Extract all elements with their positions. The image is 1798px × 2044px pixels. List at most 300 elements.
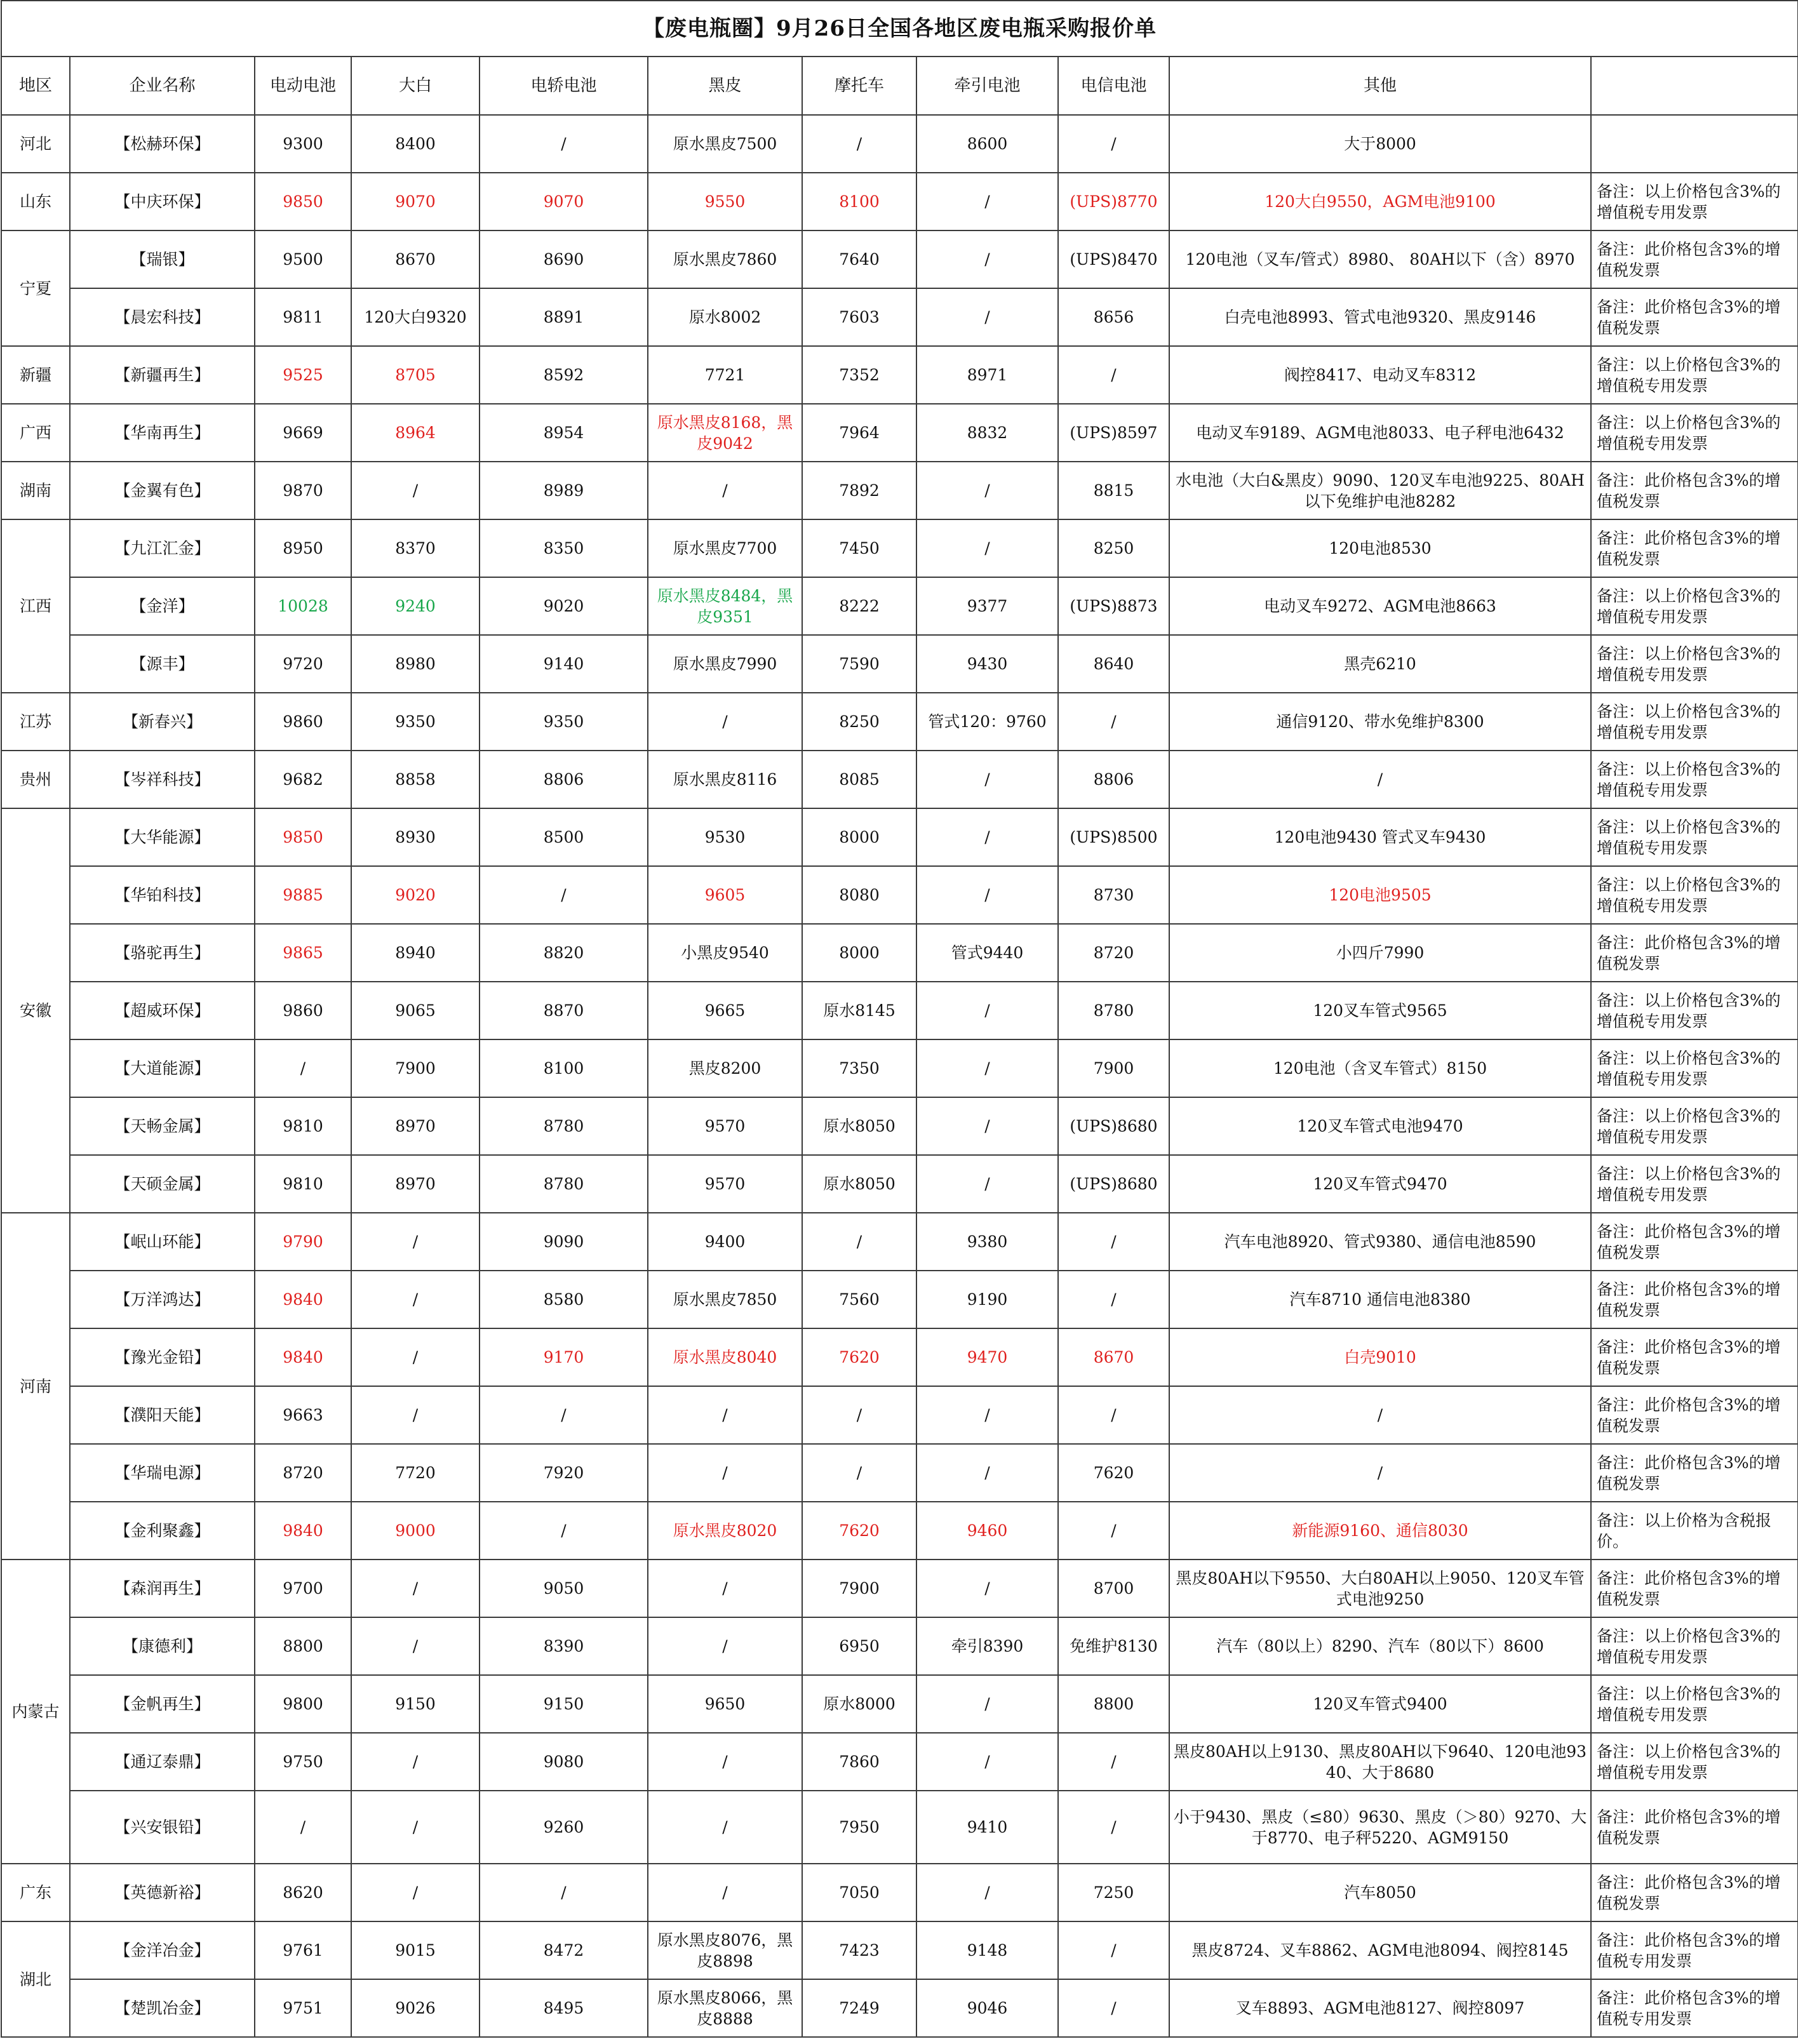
- price-table: [1, 0, 1798, 2038]
- note-cell: 备注：此价格包含3%的增值税发票: [1591, 1213, 1798, 1271]
- note-cell: [1591, 115, 1798, 173]
- other-cell: 小于9430、黑皮（≤80）9630、黑皮（＞80）9270、大于8770、电子秤5220、AGM9150: [1169, 1791, 1591, 1864]
- telecom-cell: 8250: [1058, 519, 1169, 577]
- heipi-cell: 9665: [648, 982, 802, 1039]
- other-cell: 白壳电池8993、管式电池9320、黑皮9146: [1169, 288, 1591, 346]
- car-battery-cell: /: [480, 115, 648, 173]
- dabai-cell: /: [351, 1328, 480, 1386]
- note-cell: 备注：此价格包含3%的增值税发票: [1591, 1386, 1798, 1444]
- telecom-cell: /: [1058, 1502, 1169, 1560]
- car-battery-cell: 9090: [480, 1213, 648, 1271]
- company-cell: 【九江汇金】: [70, 519, 255, 577]
- note-cell: 备注：此价格包含3%的增值税专用发票: [1591, 1921, 1798, 1979]
- other-cell: 120电池9430 管式叉车9430: [1169, 808, 1591, 866]
- telecom-cell: 8815: [1058, 462, 1169, 519]
- note-cell: 备注：以上价格包含3%的增值税专用发票: [1591, 1733, 1798, 1791]
- motorcycle-cell: /: [802, 1213, 916, 1271]
- ev-battery-cell: 9860: [255, 693, 351, 751]
- company-cell: 【松赫环保】: [70, 115, 255, 173]
- table-row: [1, 230, 1798, 288]
- other-cell: 120电池8530: [1169, 519, 1591, 577]
- ev-battery-cell: 9800: [255, 1675, 351, 1733]
- other-cell: 小四斤7990: [1169, 924, 1591, 982]
- dabai-cell: 8705: [351, 346, 480, 404]
- ev-battery-cell: 10028: [255, 577, 351, 635]
- table-row: [1, 1213, 1798, 1271]
- table-row: [1, 1560, 1798, 1617]
- dabai-cell: 8970: [351, 1155, 480, 1213]
- table-row: [1, 1097, 1798, 1155]
- region-cell: 江西: [1, 519, 70, 693]
- region-cell: 广东: [1, 1864, 70, 1921]
- table-row: [1, 808, 1798, 866]
- ev-battery-cell: 8620: [255, 1864, 351, 1921]
- telecom-cell: (UPS)8470: [1058, 230, 1169, 288]
- note-cell: 备注：以上价格包含3%的增值税专用发票: [1591, 635, 1798, 693]
- car-battery-cell: /: [480, 1502, 648, 1560]
- telecom-cell: /: [1058, 1213, 1169, 1271]
- motorcycle-cell: 原水8050: [802, 1097, 916, 1155]
- col-header-ev-battery: 电动电池: [255, 57, 351, 115]
- ev-battery-cell: /: [255, 1791, 351, 1864]
- car-battery-cell: 9350: [480, 693, 648, 751]
- motorcycle-cell: 7620: [802, 1328, 916, 1386]
- telecom-cell: 7620: [1058, 1444, 1169, 1502]
- ev-battery-cell: 9885: [255, 866, 351, 924]
- region-cell: 安徽: [1, 808, 70, 1213]
- telecom-cell: 8640: [1058, 635, 1169, 693]
- company-cell: 【岑祥科技】: [70, 751, 255, 808]
- note-cell: 备注：以上价格包含3%的增值税专用发票: [1591, 751, 1798, 808]
- table-row: [1, 1864, 1798, 1921]
- heipi-cell: /: [648, 1617, 802, 1675]
- note-cell: 备注：以上价格包含3%的增值税专用发票: [1591, 1675, 1798, 1733]
- traction-cell: 9046: [916, 1979, 1058, 2037]
- dabai-cell: 9065: [351, 982, 480, 1039]
- ev-battery-cell: 8720: [255, 1444, 351, 1502]
- heipi-cell: 9570: [648, 1097, 802, 1155]
- col-header-heipi: 黑皮: [648, 57, 802, 115]
- motorcycle-cell: 7350: [802, 1039, 916, 1097]
- telecom-cell: 8730: [1058, 866, 1169, 924]
- col-header-company: 企业名称: [70, 57, 255, 115]
- motorcycle-cell: 7590: [802, 635, 916, 693]
- company-cell: 【森润再生】: [70, 1560, 255, 1617]
- note-cell: 备注：此价格包含3%的增值税发票: [1591, 1328, 1798, 1386]
- telecom-cell: 7250: [1058, 1864, 1169, 1921]
- motorcycle-cell: 7950: [802, 1791, 916, 1864]
- dabai-cell: 120大白9320: [351, 288, 480, 346]
- heipi-cell: /: [648, 462, 802, 519]
- car-battery-cell: 9170: [480, 1328, 648, 1386]
- traction-cell: /: [916, 1444, 1058, 1502]
- company-cell: 【天畅金属】: [70, 1097, 255, 1155]
- table-row: [1, 1733, 1798, 1791]
- heipi-cell: 原水黑皮8066，黑皮8888: [648, 1979, 802, 2037]
- note-cell: 备注：以上价格包含3%的增值税专用发票: [1591, 1617, 1798, 1675]
- traction-cell: 9380: [916, 1213, 1058, 1271]
- car-battery-cell: 8891: [480, 288, 648, 346]
- dabai-cell: 9015: [351, 1921, 480, 1979]
- motorcycle-cell: 8080: [802, 866, 916, 924]
- region-cell: 宁夏: [1, 230, 70, 346]
- ev-battery-cell: 9751: [255, 1979, 351, 2037]
- col-header-region: 地区: [1, 57, 70, 115]
- ev-battery-cell: 8950: [255, 519, 351, 577]
- region-cell: 贵州: [1, 751, 70, 808]
- table-row: [1, 1502, 1798, 1560]
- traction-cell: /: [916, 751, 1058, 808]
- ev-battery-cell: 9810: [255, 1155, 351, 1213]
- motorcycle-cell: 7603: [802, 288, 916, 346]
- car-battery-cell: 8350: [480, 519, 648, 577]
- heipi-cell: 原水黑皮8484，黑皮9351: [648, 577, 802, 635]
- car-battery-cell: 7920: [480, 1444, 648, 1502]
- traction-cell: 8971: [916, 346, 1058, 404]
- traction-cell: 9190: [916, 1271, 1058, 1328]
- other-cell: 黑皮80AH以上9130、黑皮80AH以下9640、120电池9340、大于8680: [1169, 1733, 1591, 1791]
- telecom-cell: (UPS)8680: [1058, 1097, 1169, 1155]
- table-row: [1, 462, 1798, 519]
- company-cell: 【大道能源】: [70, 1039, 255, 1097]
- ev-battery-cell: 9663: [255, 1386, 351, 1444]
- col-header-motorcycle: 摩托车: [802, 57, 916, 115]
- car-battery-cell: 9050: [480, 1560, 648, 1617]
- motorcycle-cell: 8250: [802, 693, 916, 751]
- note-cell: 备注：此价格包含3%的增值税发票: [1591, 519, 1798, 577]
- car-battery-cell: 8472: [480, 1921, 648, 1979]
- motorcycle-cell: 原水8000: [802, 1675, 916, 1733]
- dabai-cell: 8940: [351, 924, 480, 982]
- table-row: [1, 577, 1798, 635]
- traction-cell: /: [916, 173, 1058, 230]
- ev-battery-cell: 9790: [255, 1213, 351, 1271]
- dabai-cell: /: [351, 1733, 480, 1791]
- motorcycle-cell: 7640: [802, 230, 916, 288]
- telecom-cell: (UPS)8500: [1058, 808, 1169, 866]
- ev-battery-cell: 9865: [255, 924, 351, 982]
- other-cell: 汽车电池8920、管式9380、通信电池8590: [1169, 1213, 1591, 1271]
- traction-cell: /: [916, 1097, 1058, 1155]
- heipi-cell: 9550: [648, 173, 802, 230]
- table-row: [1, 1617, 1798, 1675]
- ev-battery-cell: 9840: [255, 1502, 351, 1560]
- traction-cell: 8600: [916, 115, 1058, 173]
- table-row: [1, 982, 1798, 1039]
- col-header-car-battery: 电轿电池: [480, 57, 648, 115]
- telecom-cell: /: [1058, 1271, 1169, 1328]
- telecom-cell: 8720: [1058, 924, 1169, 982]
- heipi-cell: 原水黑皮8040: [648, 1328, 802, 1386]
- heipi-cell: /: [648, 1386, 802, 1444]
- car-battery-cell: /: [480, 1864, 648, 1921]
- note-cell: 备注：此价格包含3%的增值税发票: [1591, 1791, 1798, 1864]
- motorcycle-cell: 7860: [802, 1733, 916, 1791]
- ev-battery-cell: 9870: [255, 462, 351, 519]
- traction-cell: /: [916, 982, 1058, 1039]
- heipi-cell: 原水黑皮7850: [648, 1271, 802, 1328]
- company-cell: 【金帆再生】: [70, 1675, 255, 1733]
- motorcycle-cell: /: [802, 1386, 916, 1444]
- car-battery-cell: 9080: [480, 1733, 648, 1791]
- region-cell: 江苏: [1, 693, 70, 751]
- car-battery-cell: 8820: [480, 924, 648, 982]
- other-cell: 120电池9505: [1169, 866, 1591, 924]
- col-header-other: 其他: [1169, 57, 1591, 115]
- table-row: [1, 1271, 1798, 1328]
- dabai-cell: 8980: [351, 635, 480, 693]
- telecom-cell: /: [1058, 346, 1169, 404]
- traction-cell: /: [916, 1386, 1058, 1444]
- car-battery-cell: 9140: [480, 635, 648, 693]
- note-cell: 备注：此价格包含3%的增值税发票: [1591, 924, 1798, 982]
- motorcycle-cell: 6950: [802, 1617, 916, 1675]
- company-cell: 【华瑞电源】: [70, 1444, 255, 1502]
- company-cell: 【晨宏科技】: [70, 288, 255, 346]
- car-battery-cell: 8780: [480, 1155, 648, 1213]
- other-cell: 叉车8893、AGM电池8127、阀控8097: [1169, 1979, 1591, 2037]
- other-cell: 120大白9550，AGM电池9100: [1169, 173, 1591, 230]
- company-cell: 【万洋鸿达】: [70, 1271, 255, 1328]
- other-cell: 汽车8050: [1169, 1864, 1591, 1921]
- other-cell: 汽车（80以上）8290、汽车（80以下）8600: [1169, 1617, 1591, 1675]
- heipi-cell: 原水黑皮8116: [648, 751, 802, 808]
- company-cell: 【金利聚鑫】: [70, 1502, 255, 1560]
- heipi-cell: 9650: [648, 1675, 802, 1733]
- company-cell: 【康德利】: [70, 1617, 255, 1675]
- traction-cell: /: [916, 1675, 1058, 1733]
- company-cell: 【金洋冶金】: [70, 1921, 255, 1979]
- traction-cell: 9430: [916, 635, 1058, 693]
- table-row: [1, 866, 1798, 924]
- motorcycle-cell: 8222: [802, 577, 916, 635]
- heipi-cell: 9530: [648, 808, 802, 866]
- traction-cell: /: [916, 288, 1058, 346]
- traction-cell: 管式120：9760: [916, 693, 1058, 751]
- heipi-cell: /: [648, 1560, 802, 1617]
- car-battery-cell: 9070: [480, 173, 648, 230]
- company-cell: 【新疆再生】: [70, 346, 255, 404]
- car-battery-cell: 8690: [480, 230, 648, 288]
- region-cell: 新疆: [1, 346, 70, 404]
- table-row: [1, 519, 1798, 577]
- telecom-cell: /: [1058, 1979, 1169, 2037]
- heipi-cell: 原水黑皮8020: [648, 1502, 802, 1560]
- telecom-cell: 7900: [1058, 1039, 1169, 1097]
- company-cell: 【新春兴】: [70, 693, 255, 751]
- table-row: [1, 115, 1798, 173]
- note-cell: 备注：此价格包含3%的增值税发票: [1591, 1271, 1798, 1328]
- car-battery-cell: 8954: [480, 404, 648, 462]
- region-cell: 广西: [1, 404, 70, 462]
- heipi-cell: 原水黑皮7860: [648, 230, 802, 288]
- note-cell: 备注：以上价格包含3%的增值税专用发票: [1591, 1097, 1798, 1155]
- traction-cell: /: [916, 866, 1058, 924]
- note-cell: 备注：以上价格包含3%的增值税专用发票: [1591, 404, 1798, 462]
- note-cell: 备注：以上价格包含3%的增值税专用发票: [1591, 808, 1798, 866]
- heipi-cell: 原水黑皮8076，黑皮8898: [648, 1921, 802, 1979]
- table-row: [1, 1039, 1798, 1097]
- region-cell: 湖南: [1, 462, 70, 519]
- company-cell: 【骆驼再生】: [70, 924, 255, 982]
- col-header-dabai: 大白: [351, 57, 480, 115]
- ev-battery-cell: 9840: [255, 1271, 351, 1328]
- dabai-cell: 8964: [351, 404, 480, 462]
- table-row: [1, 1155, 1798, 1213]
- motorcycle-cell: /: [802, 1444, 916, 1502]
- motorcycle-cell: /: [802, 115, 916, 173]
- other-cell: 大于8000: [1169, 115, 1591, 173]
- other-cell: 白壳9010: [1169, 1328, 1591, 1386]
- traction-cell: /: [916, 1733, 1058, 1791]
- table-row: [1, 635, 1798, 693]
- other-cell: 120叉车管式电池9470: [1169, 1097, 1591, 1155]
- dabai-cell: 9000: [351, 1502, 480, 1560]
- ev-battery-cell: 9860: [255, 982, 351, 1039]
- dabai-cell: 9020: [351, 866, 480, 924]
- note-cell: 备注：此价格包含3%的增值税发票: [1591, 1560, 1798, 1617]
- ev-battery-cell: 9300: [255, 115, 351, 173]
- heipi-cell: 9605: [648, 866, 802, 924]
- telecom-cell: (UPS)8680: [1058, 1155, 1169, 1213]
- heipi-cell: 原水黑皮7700: [648, 519, 802, 577]
- table-row: [1, 751, 1798, 808]
- other-cell: 120叉车管式9400: [1169, 1675, 1591, 1733]
- telecom-cell: /: [1058, 1386, 1169, 1444]
- heipi-cell: 7721: [648, 346, 802, 404]
- telecom-cell: 8806: [1058, 751, 1169, 808]
- ev-battery-cell: 9500: [255, 230, 351, 288]
- other-cell: 通信9120、带水免维护8300: [1169, 693, 1591, 751]
- company-cell: 【中庆环保】: [70, 173, 255, 230]
- ev-battery-cell: 9669: [255, 404, 351, 462]
- telecom-cell: 8670: [1058, 1328, 1169, 1386]
- table-row: [1, 288, 1798, 346]
- heipi-cell: 黑皮8200: [648, 1039, 802, 1097]
- other-cell: 新能源9160、通信8030: [1169, 1502, 1591, 1560]
- company-cell: 【岷山环能】: [70, 1213, 255, 1271]
- dabai-cell: 8370: [351, 519, 480, 577]
- table-row: [1, 924, 1798, 982]
- motorcycle-cell: 7423: [802, 1921, 916, 1979]
- other-cell: 汽车8710 通信电池8380: [1169, 1271, 1591, 1328]
- ev-battery-cell: 8800: [255, 1617, 351, 1675]
- dabai-cell: 8400: [351, 115, 480, 173]
- col-header-note: [1591, 57, 1798, 115]
- table-row: [1, 1675, 1798, 1733]
- company-cell: 【大华能源】: [70, 808, 255, 866]
- traction-cell: 管式9440: [916, 924, 1058, 982]
- telecom-cell: 免维护8130: [1058, 1617, 1169, 1675]
- dabai-cell: 8670: [351, 230, 480, 288]
- dabai-cell: /: [351, 1864, 480, 1921]
- motorcycle-cell: 7450: [802, 519, 916, 577]
- ev-battery-cell: 9750: [255, 1733, 351, 1791]
- other-cell: 120叉车管式9470: [1169, 1155, 1591, 1213]
- heipi-cell: 原水黑皮8168，黑皮9042: [648, 404, 802, 462]
- table-row: [1, 1328, 1798, 1386]
- note-cell: 备注：此价格包含3%的增值税专用发票: [1591, 1979, 1798, 2037]
- motorcycle-cell: 7892: [802, 462, 916, 519]
- traction-cell: 9410: [916, 1791, 1058, 1864]
- motorcycle-cell: 8085: [802, 751, 916, 808]
- car-battery-cell: 8390: [480, 1617, 648, 1675]
- other-cell: 120电池（叉车/管式）8980、 80AH以下（含）8970: [1169, 230, 1591, 288]
- dabai-cell: /: [351, 1271, 480, 1328]
- company-cell: 【楚凯冶金】: [70, 1979, 255, 2037]
- car-battery-cell: 9260: [480, 1791, 648, 1864]
- car-battery-cell: 8806: [480, 751, 648, 808]
- table-row: [1, 346, 1798, 404]
- dabai-cell: 9350: [351, 693, 480, 751]
- telecom-cell: /: [1058, 693, 1169, 751]
- ev-battery-cell: 9840: [255, 1328, 351, 1386]
- other-cell: /: [1169, 751, 1591, 808]
- traction-cell: /: [916, 519, 1058, 577]
- car-battery-cell: 8100: [480, 1039, 648, 1097]
- company-cell: 【天硕金属】: [70, 1155, 255, 1213]
- dabai-cell: 8970: [351, 1097, 480, 1155]
- heipi-cell: 原水黑皮7990: [648, 635, 802, 693]
- note-cell: 备注：以上价格包含3%的增值税专用发票: [1591, 982, 1798, 1039]
- motorcycle-cell: 7249: [802, 1979, 916, 2037]
- ev-battery-cell: 9850: [255, 173, 351, 230]
- traction-cell: 8832: [916, 404, 1058, 462]
- dabai-cell: /: [351, 1213, 480, 1271]
- region-cell: 山东: [1, 173, 70, 230]
- traction-cell: /: [916, 1155, 1058, 1213]
- dabai-cell: 8930: [351, 808, 480, 866]
- company-cell: 【兴安银铅】: [70, 1791, 255, 1864]
- telecom-cell: /: [1058, 1921, 1169, 1979]
- ev-battery-cell: 9761: [255, 1921, 351, 1979]
- heipi-cell: /: [648, 1444, 802, 1502]
- table-row: [1, 1979, 1798, 2037]
- telecom-cell: /: [1058, 115, 1169, 173]
- table-row: [1, 1921, 1798, 1979]
- ev-battery-cell: 9850: [255, 808, 351, 866]
- dabai-cell: 9026: [351, 1979, 480, 2037]
- dabai-cell: /: [351, 462, 480, 519]
- dabai-cell: /: [351, 1386, 480, 1444]
- page-title: 【废电瓶圈】9月26日全国各地区废电瓶采购报价单: [1, 1, 1798, 57]
- company-cell: 【豫光金铅】: [70, 1328, 255, 1386]
- ev-battery-cell: 9682: [255, 751, 351, 808]
- note-cell: 备注：以上价格包含3%的增值税专用发票: [1591, 1039, 1798, 1097]
- note-cell: 备注：此价格包含3%的增值税发票: [1591, 462, 1798, 519]
- other-cell: /: [1169, 1444, 1591, 1502]
- traction-cell: /: [916, 808, 1058, 866]
- car-battery-cell: 8500: [480, 808, 648, 866]
- table-row: [1, 173, 1798, 230]
- table-row: [1, 1386, 1798, 1444]
- table-row: [1, 1444, 1798, 1502]
- dabai-cell: 9240: [351, 577, 480, 635]
- note-cell: 备注：此价格包含3%的增值税发票: [1591, 1864, 1798, 1921]
- motorcycle-cell: 8000: [802, 924, 916, 982]
- region-cell: 河北: [1, 115, 70, 173]
- other-cell: 水电池（大白&黑皮）9090、120叉车电池9225、80AH以下免维护电池8282: [1169, 462, 1591, 519]
- region-cell: 内蒙古: [1, 1560, 70, 1864]
- car-battery-cell: 8989: [480, 462, 648, 519]
- header-row: [1, 57, 1798, 115]
- traction-cell: /: [916, 230, 1058, 288]
- note-cell: 备注：以上价格包含3%的增值税专用发票: [1591, 577, 1798, 635]
- traction-cell: /: [916, 1039, 1058, 1097]
- telecom-cell: 8656: [1058, 288, 1169, 346]
- note-cell: 备注：此价格包含3%的增值税发票: [1591, 230, 1798, 288]
- telecom-cell: 8700: [1058, 1560, 1169, 1617]
